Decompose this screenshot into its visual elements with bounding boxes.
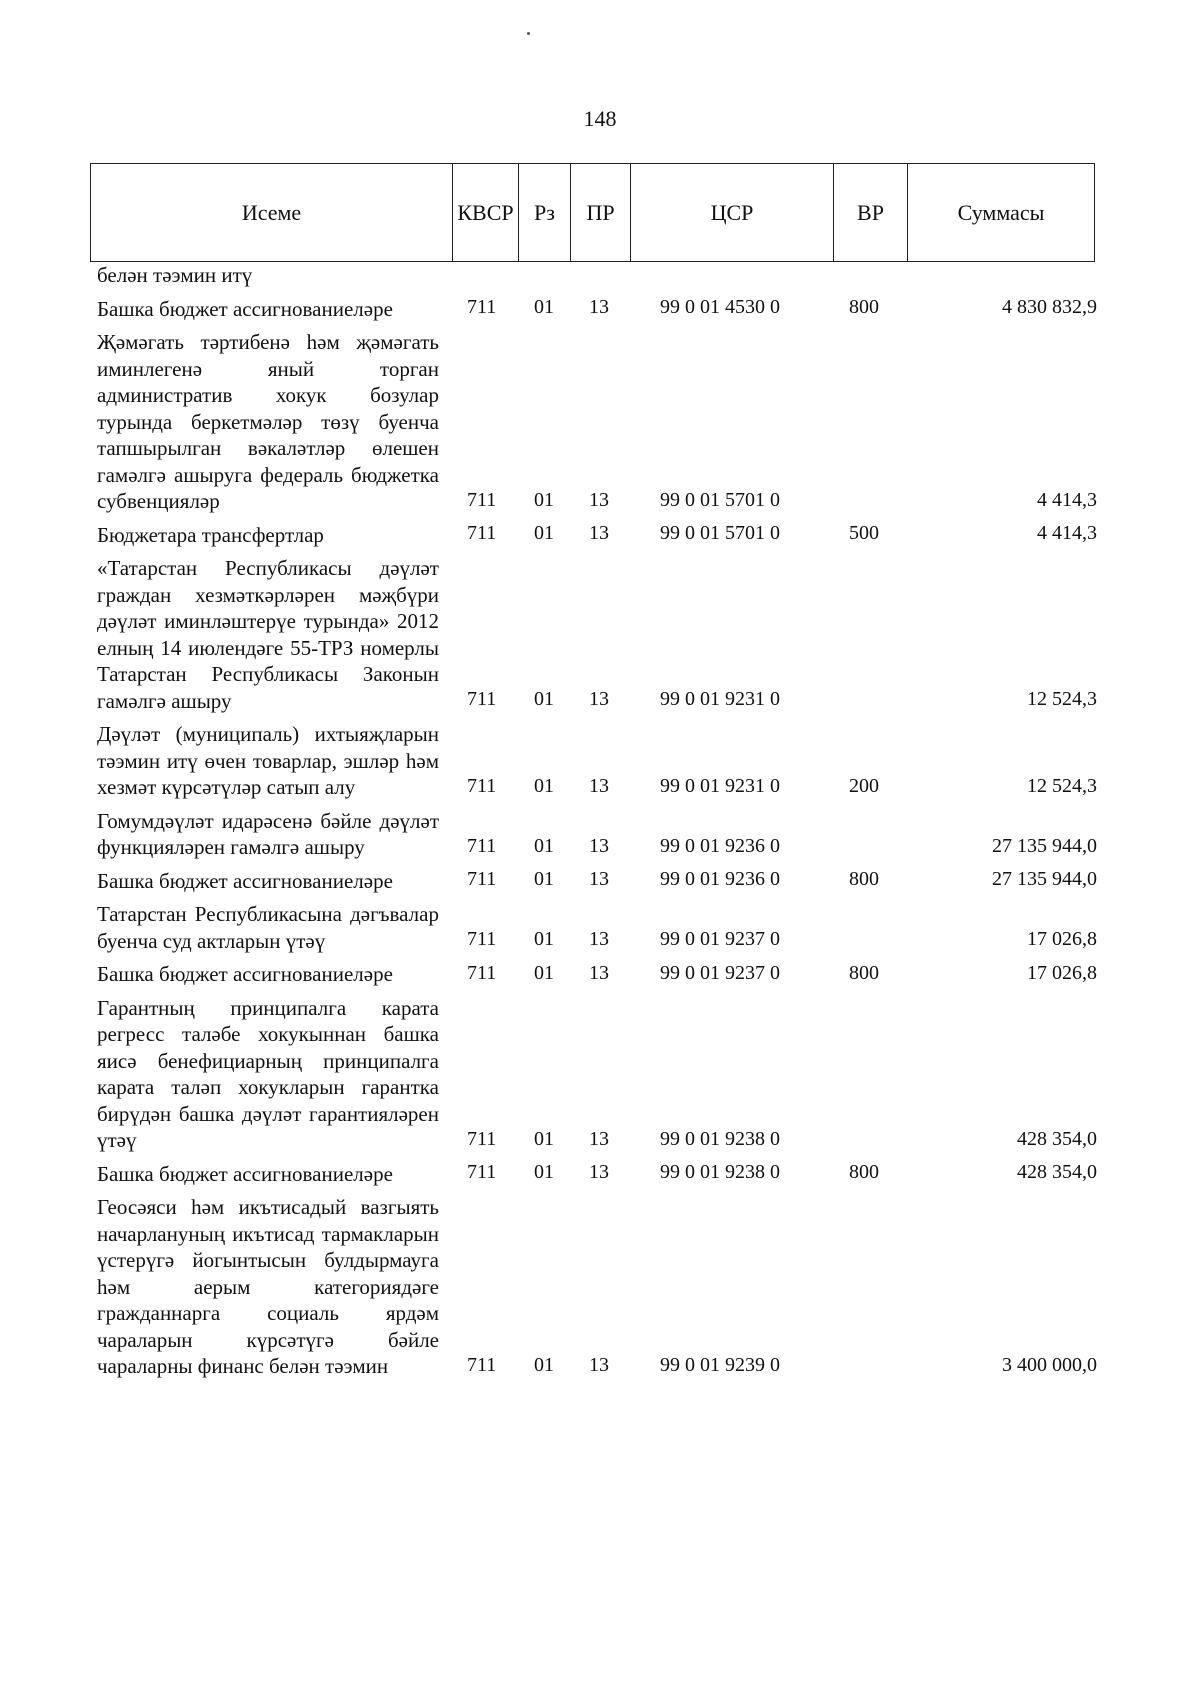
row-pr: 13 — [589, 1161, 609, 1183]
row-vr: 800 — [849, 1161, 879, 1183]
row-sum: 3 400 000,0 — [1002, 1353, 1097, 1376]
row-name: Башка бюджет ассигнованиеләре — [97, 868, 393, 893]
row-sum: 4 414,3 — [1037, 522, 1097, 544]
row-rz: 01 — [534, 1127, 554, 1150]
row-rz: 01 — [534, 928, 554, 950]
row-name: белән тәэмин итү — [97, 263, 253, 287]
row-kvsr: 711 — [467, 688, 497, 710]
table-row — [97, 329, 1097, 515]
row-name: Башка бюджет ассигнованиеләре — [97, 296, 393, 321]
row-csr: 99 0 01 9238 0 — [660, 1161, 780, 1183]
row-rz: 01 — [534, 688, 554, 710]
table-header — [90, 163, 1095, 262]
row-name: Геосәяси һәм икътисадый вазгыять начарлануның икътисад тармакларын үстерүгә йогынтысын булдырмауга һәм аерым категориядәге гражданнарга социаль ярдәм чараларын күрсәтүгә бәйле чараларны финанс белән тәэмин — [97, 1195, 439, 1378]
row-kvsr: 711 — [467, 928, 497, 950]
row-name: Башка бюджет ассигнованиеләре — [97, 1161, 393, 1186]
row-name: Җәмәгать тәртибенә һәм җәмәгать иминлегенә яный торган административ хокук бозулар турында беркетмәләр төзү буенча тапшырылган вәкаләтләр өлешен гамәлгә ашыруга федераль бюджетка субвенцияләр — [97, 330, 439, 513]
row-sum: 27 135 944,0 — [992, 834, 1097, 857]
row-csr: 99 0 01 9237 0 — [660, 961, 780, 984]
row-csr: 99 0 01 5701 0 — [660, 488, 780, 511]
row-kvsr: 711 — [467, 488, 497, 511]
row-csr: 99 0 01 9236 0 — [660, 834, 780, 857]
table-row — [97, 1194, 1097, 1380]
row-pr: 13 — [589, 928, 609, 950]
table-row — [97, 868, 1097, 895]
row-pr: 13 — [589, 688, 609, 710]
row-csr: 99 0 01 9236 0 — [660, 868, 780, 890]
table-row — [97, 1161, 1097, 1188]
row-kvsr: 711 — [467, 774, 497, 797]
row-rz: 01 — [534, 868, 554, 890]
row-rz: 01 — [534, 488, 554, 511]
header-name: Исеме — [91, 164, 453, 261]
row-sum: 428 354,0 — [1017, 1161, 1097, 1183]
header-kvsr: КВСР — [453, 164, 519, 261]
row-csr: 99 0 01 5701 0 — [660, 522, 780, 544]
table-row — [97, 808, 1097, 861]
row-pr: 13 — [589, 1353, 609, 1376]
row-sum: 4 414,3 — [1037, 488, 1097, 511]
header-rz: Рз — [519, 164, 571, 261]
row-csr: 99 0 01 4530 0 — [660, 296, 780, 318]
row-pr: 13 — [589, 961, 609, 984]
row-pr: 13 — [589, 522, 609, 544]
header-pr: ПР — [571, 164, 631, 261]
row-rz: 01 — [534, 834, 554, 857]
row-vr: 200 — [849, 774, 879, 797]
row-vr: 800 — [849, 296, 879, 318]
row-sum: 4 830 832,9 — [1002, 296, 1097, 318]
table-row — [97, 995, 1097, 1154]
row-sum: 27 135 944,0 — [992, 868, 1097, 890]
table-row — [97, 901, 1097, 954]
table-row — [97, 296, 1097, 323]
row-rz: 01 — [534, 774, 554, 797]
header-csr: ЦСР — [631, 164, 834, 261]
table-row — [97, 522, 1097, 549]
table-row — [97, 555, 1097, 714]
row-vr: 800 — [849, 961, 879, 984]
row-name: Башка бюджет ассигнованиеләре — [97, 962, 393, 986]
row-csr: 99 0 01 9237 0 — [660, 928, 780, 950]
row-kvsr: 711 — [467, 961, 497, 984]
row-vr: 800 — [849, 868, 879, 890]
row-kvsr: 711 — [467, 834, 497, 857]
row-kvsr: 711 — [467, 1161, 497, 1183]
row-csr: 99 0 01 9239 0 — [660, 1353, 780, 1376]
row-pr: 13 — [589, 868, 609, 890]
row-sum: 12 524,3 — [1027, 688, 1097, 710]
row-name: «Татарстан Республикасы дәүләт граждан хезмәткәрләрен мәҗбүри дәүләт иминләштерүе турында» 2012 елның 14 июлендәге 55-ТРЗ номерлы Татарстан Республикасы Законын гамәлгә ашыру — [97, 556, 439, 713]
row-name: Дәүләт (муниципаль) ихтыяҗларын тәэмин итү өчен товарлар, эшләр һәм хезмәт күрсәтүләр сатып алу — [97, 722, 439, 799]
row-pr: 13 — [589, 488, 609, 511]
page-number: 148 — [583, 106, 617, 131]
header-sum: Суммасы — [957, 199, 1045, 225]
row-csr: 99 0 01 9238 0 — [660, 1127, 780, 1150]
row-kvsr: 711 — [467, 522, 497, 544]
row-pr: 13 — [589, 296, 609, 318]
row-csr: 99 0 01 9231 0 — [660, 688, 780, 710]
row-rz: 01 — [534, 961, 554, 984]
row-sum: 17 026,8 — [1027, 961, 1097, 984]
row-pr: 13 — [589, 834, 609, 857]
table-row — [97, 262, 1097, 289]
row-pr: 13 — [589, 1127, 609, 1150]
table-row — [97, 721, 1097, 801]
row-name: Татарстан Республикасына дәгъвалар буенча суд актларын үтәү — [97, 902, 439, 953]
row-name: Бюджетара трансфертлар — [97, 522, 324, 547]
row-rz: 01 — [534, 522, 554, 544]
row-kvsr: 711 — [467, 1353, 497, 1376]
table-row — [97, 961, 1097, 988]
table-body — [97, 262, 1097, 1380]
row-rz: 01 — [534, 1161, 554, 1183]
row-kvsr: 711 — [467, 1127, 497, 1150]
row-kvsr: 711 — [467, 296, 497, 318]
row-name: Гомумдәүләт идарәсенә бәйле дәүләт функцияләрен гамәлгә ашыру — [97, 808, 439, 859]
scan-speck — [527, 32, 530, 35]
row-sum: 17 026,8 — [1027, 928, 1097, 950]
row-rz: 01 — [534, 296, 554, 318]
row-sum: 12 524,3 — [1027, 774, 1097, 797]
row-rz: 01 — [534, 1353, 554, 1376]
row-vr: 500 — [849, 522, 879, 544]
row-name: Гарантның принципалга карата регресс таләбе хокукыннан башка яисә бенефициарның принципалга карата таләп хокукларын гарантка бирүдән башка дәүләт гарантияләрен үтәү — [97, 995, 439, 1152]
row-kvsr: 711 — [467, 868, 497, 890]
row-pr: 13 — [589, 774, 609, 797]
row-csr: 99 0 01 9231 0 — [660, 774, 780, 797]
row-sum: 428 354,0 — [1017, 1127, 1097, 1150]
header-vr: ВР — [834, 164, 908, 261]
